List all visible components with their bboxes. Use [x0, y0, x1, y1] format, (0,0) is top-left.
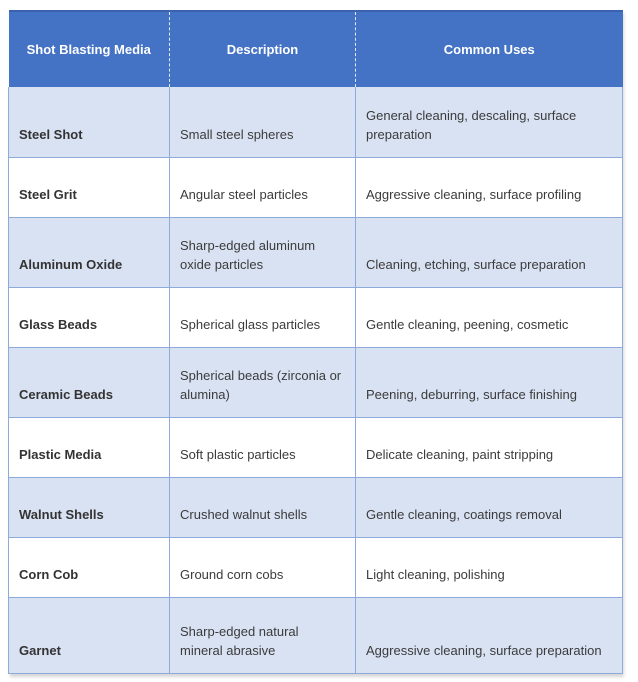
table-row — [9, 597, 623, 673]
uses-cell: Peening, deburring, surface finishing — [356, 347, 623, 417]
uses-cell: Gentle cleaning, coatings removal — [356, 477, 623, 537]
table-row — [9, 287, 623, 347]
description-cell: Spherical glass particles — [170, 287, 356, 347]
media-cell: Walnut Shells — [9, 477, 170, 537]
header-shot-blasting-media: Shot Blasting Media — [9, 11, 170, 87]
description-cell: Sharp-edged aluminum oxide particles — [170, 217, 356, 287]
table-row — [9, 157, 623, 217]
media-cell: Steel Grit — [9, 157, 170, 217]
table-row — [9, 217, 623, 287]
description-cell: Small steel spheres — [170, 87, 356, 157]
header-common-uses: Common Uses — [356, 11, 623, 87]
uses-cell: Aggressive cleaning, surface preparation — [356, 597, 623, 673]
uses-cell: Gentle cleaning, peening, cosmetic — [356, 287, 623, 347]
media-cell: Ceramic Beads — [9, 347, 170, 417]
table-row — [9, 477, 623, 537]
table-row — [9, 347, 623, 417]
media-cell: Garnet — [9, 597, 170, 673]
table-row — [9, 87, 623, 157]
shot-blasting-media-table — [8, 10, 623, 674]
header-description: Description — [170, 11, 356, 87]
media-cell: Corn Cob — [9, 537, 170, 597]
header-row — [9, 11, 623, 87]
uses-cell: Delicate cleaning, paint stripping — [356, 417, 623, 477]
media-cell: Glass Beads — [9, 287, 170, 347]
media-cell: Aluminum Oxide — [9, 217, 170, 287]
description-cell: Crushed walnut shells — [170, 477, 356, 537]
table-row — [9, 537, 623, 597]
media-cell: Plastic Media — [9, 417, 170, 477]
description-cell: Ground corn cobs — [170, 537, 356, 597]
description-cell: Sharp-edged natural mineral abrasive — [170, 597, 356, 673]
description-cell: Soft plastic particles — [170, 417, 356, 477]
description-cell: Spherical beads (zirconia or alumina) — [170, 347, 356, 417]
uses-cell: Aggressive cleaning, surface profiling — [356, 157, 623, 217]
table-container — [8, 10, 622, 674]
table-row — [9, 417, 623, 477]
media-cell: Steel Shot — [9, 87, 170, 157]
uses-cell: Light cleaning, polishing — [356, 537, 623, 597]
description-cell: Angular steel particles — [170, 157, 356, 217]
uses-cell: Cleaning, etching, surface preparation — [356, 217, 623, 287]
uses-cell: General cleaning, descaling, surface preparation — [356, 87, 623, 157]
